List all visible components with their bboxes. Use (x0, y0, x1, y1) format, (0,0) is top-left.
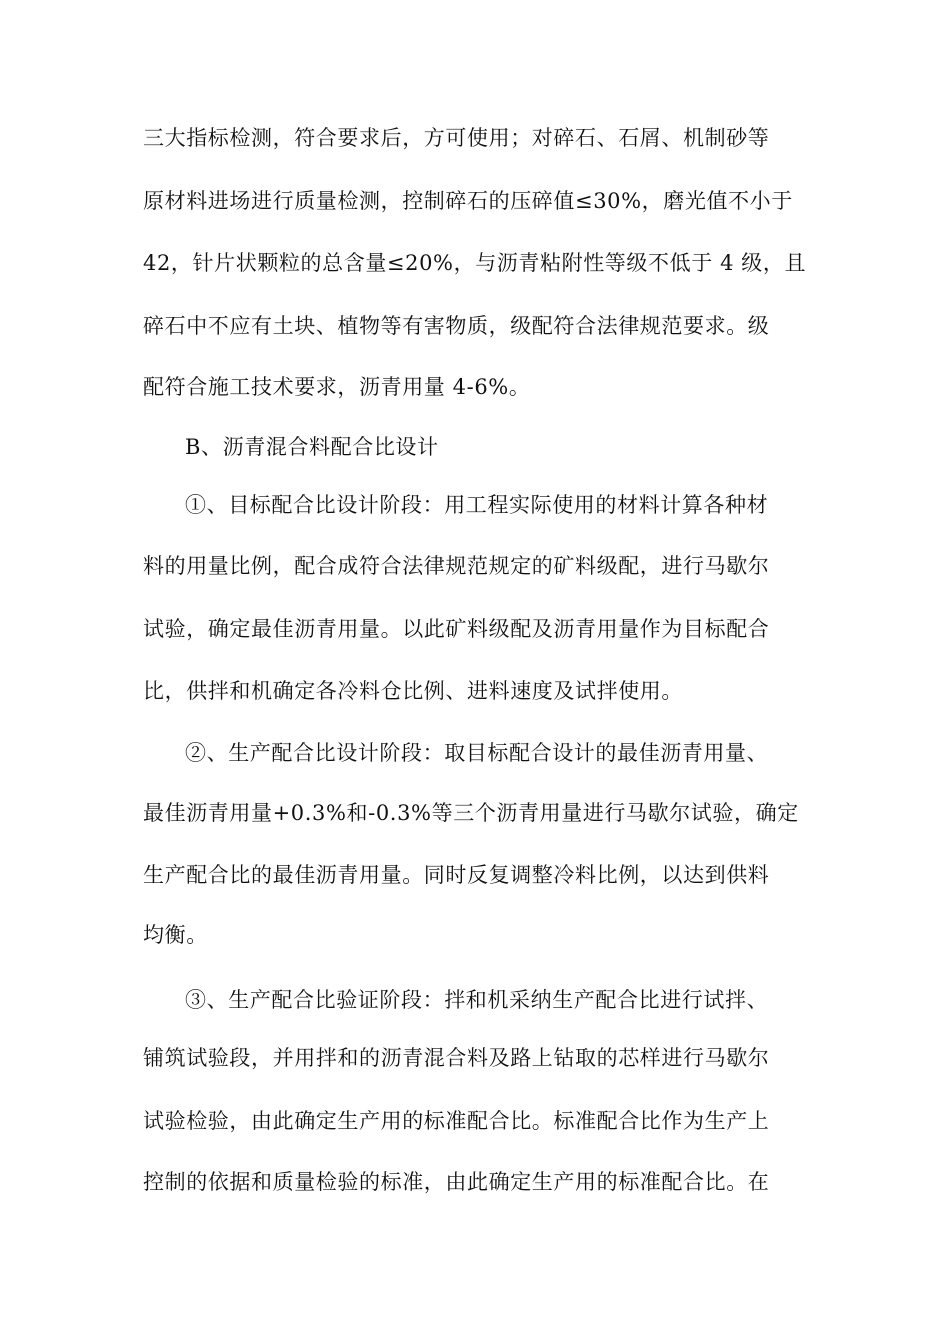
paragraph-3-line-2: 最佳沥青用量+0.3%和-0.3%等三个沥青用量进行马歇尔试验，确定 (143, 801, 799, 825)
paragraph-4-line-2: 铺筑试验段，并用拌和的沥青混合料及路上钻取的芯样进行马歇尔 (143, 1046, 770, 1070)
paragraph-4-line-1: ③、生产配合比验证阶段：拌和机采纳生产配合比进行试拌、 (185, 988, 769, 1012)
paragraph-2-line-3: 试验，确定最佳沥青用量。以此矿料级配及沥青用量作为目标配合 (143, 617, 770, 641)
paragraph-3-line-4: 均衡。 (143, 923, 208, 947)
paragraph-3-line-1: ②、生产配合比设计阶段：取目标配合设计的最佳沥青用量、 (185, 741, 769, 765)
paragraph-1-line-2: 原材料进场进行质量检测，控制碎石的压碎值≤30%，磨光值不小于 (143, 189, 793, 213)
paragraph-1-line-1: 三大指标检测，符合要求后，方可使用；对碎石、石屑、机制砂等 (143, 126, 770, 150)
paragraph-4-line-4: 控制的依据和质量检验的标准，由此确定生产用的标准配合比。在 (143, 1170, 770, 1194)
paragraph-2-line-1: ①、目标配合比设计阶段：用工程实际使用的材料计算各种材 (185, 493, 769, 517)
paragraph-1-line-3: 42，针片状颗粒的总含量≤20%，与沥青粘附性等级不低于 4 级，且 (143, 251, 807, 275)
paragraph-2-line-4: 比，供拌和机确定各冷料仓比例、进料速度及试拌使用。 (143, 679, 683, 703)
paragraph-1-line-4: 碎石中不应有土块、植物等有害物质，级配符合法律规范要求。级 (143, 314, 770, 338)
section-heading-b: B、沥青混合料配合比设计 (185, 435, 439, 459)
paragraph-1-line-5: 配符合施工技术要求，沥青用量 4-6%。 (143, 375, 531, 399)
paragraph-4-line-3: 试验检验，由此确定生产用的标准配合比。标准配合比作为生产上 (143, 1109, 770, 1133)
paragraph-2-line-2: 料的用量比例，配合成符合法律规范规定的矿料级配，进行马歇尔 (143, 554, 770, 578)
paragraph-3-line-3: 生产配合比的最佳沥青用量。同时反复调整冷料比例，以达到供料 (143, 863, 770, 887)
